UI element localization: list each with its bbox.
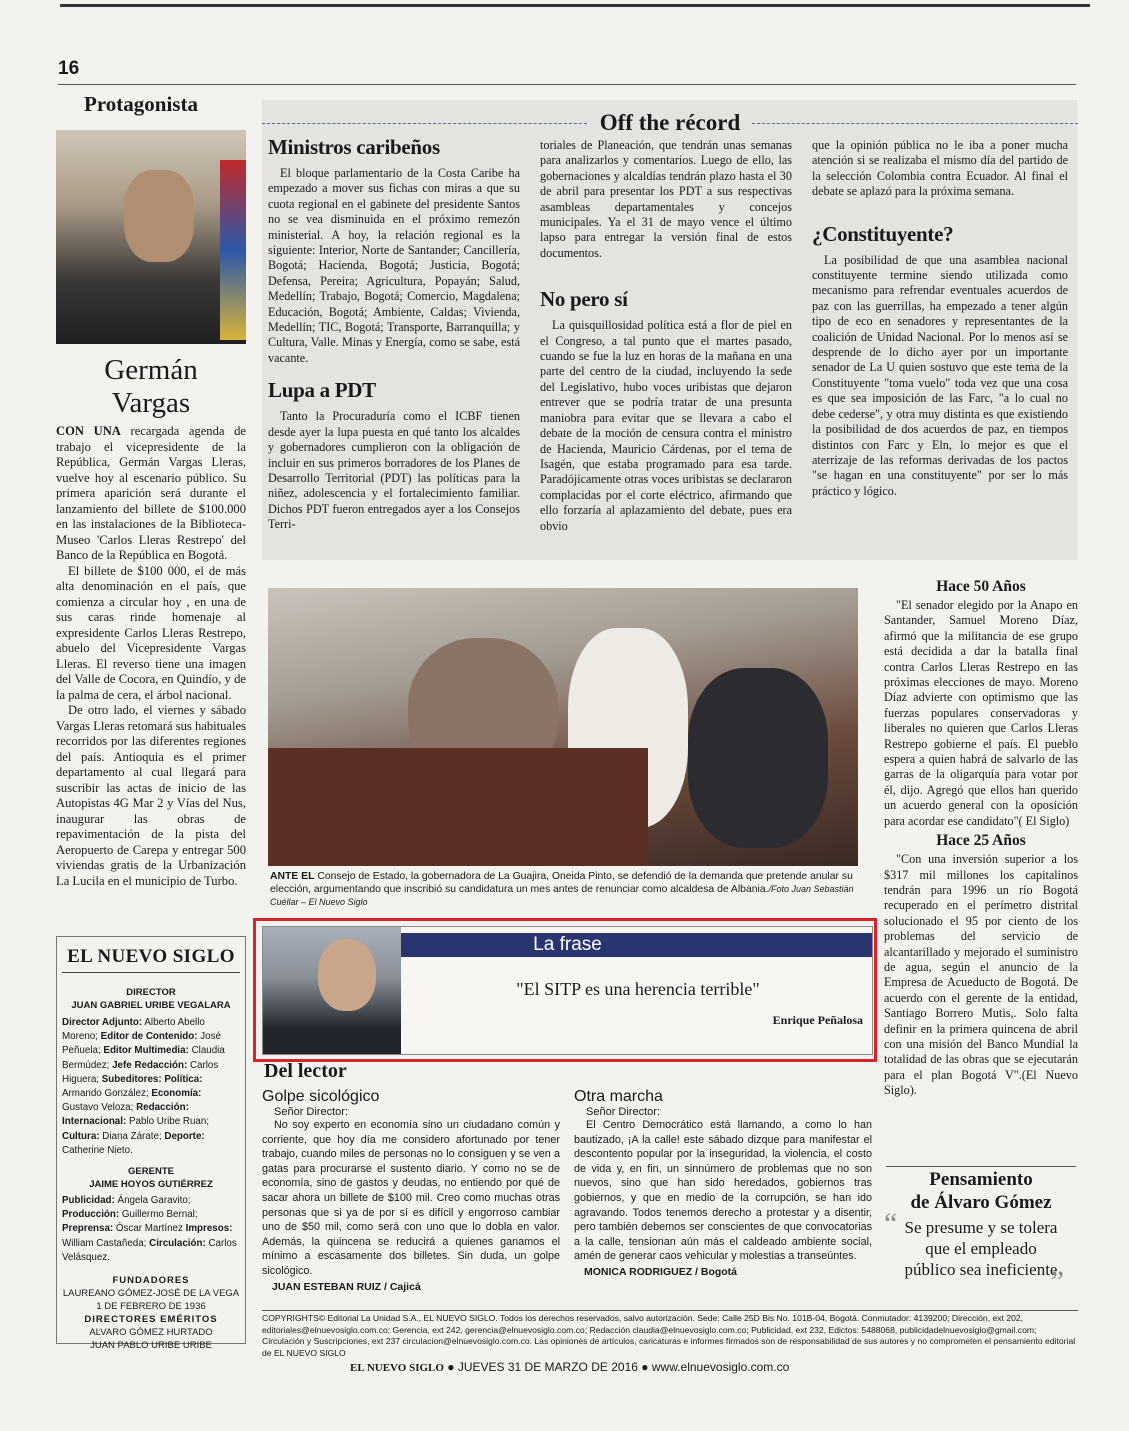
scan-top-edge bbox=[60, 4, 1090, 7]
staff-person: Diana Zárate; bbox=[99, 1130, 165, 1142]
letter-1-title: Golpe sicológico bbox=[262, 1088, 380, 1105]
protagonist-paragraph-1: recargada agenda de trabajo el vicepresidente de la República, Germán Vargas Lleras, vuelve hoy al escenario público. Su primera aparición será durante el lanzamiento del billete de $100.000 en las instalaciones de la Biblioteca-Museo 'Carlos Lleras Restrepo' del Banco de la República en Bogotá. bbox=[56, 424, 246, 562]
masthead-fundadores-label: FUNDADORES bbox=[112, 1275, 190, 1287]
penalosa-photo bbox=[263, 927, 401, 1054]
la-frase-author: Enrique Peñalosa bbox=[772, 1013, 863, 1027]
headline-constituyente: ¿Constituyente? bbox=[812, 221, 954, 246]
text-planeacion: toriales de Planeación, que tendrán unas semanas para analizarlos y comentarios. Luego de ello, las gobernaciones y alcaldías tendrán plazo hasta el 30 de abril para presentar los PDT a sus respectivas asambleas departamentales y concejos municipales. Ya el 31 de mayo vence el último lapso para entregar la versión final de estos documentos. bbox=[540, 138, 792, 260]
portrait-flag bbox=[220, 160, 246, 340]
protagonist-paragraph-3: De otro lado, el viernes y sábado Vargas Lleras retomará sus habituales recorridos por las diferentes regiones del país. Antioquia es el primer departamento al cual llegará para suscribir las actas de inicio de las Autopistas 4G Mar 2 y Vías del Nus, inaugurar las obras de repavimentación de la pista del Aeropuerto de Carepa y entregar 500 viviendas gratis de la Urbanización La Lucila en el municipio de Turbo. bbox=[56, 703, 247, 888]
penalosa-face bbox=[318, 939, 376, 1011]
masthead-director-label: DIRECTOR bbox=[126, 987, 176, 998]
portrait-german-vargas bbox=[56, 130, 246, 344]
photo-caption bbox=[270, 870, 858, 909]
hace-column bbox=[884, 578, 1078, 1099]
protagonist-name bbox=[56, 354, 246, 420]
off-record-col-1 bbox=[268, 135, 520, 533]
hace-50-text: "El senador elegido por la Anapo en Santander, Samuel Moreno Díaz, afirmó que la militancia de ese grupo está decidida a dar la batalla final contra Carlos Lleras Restrepo en las próximas elecciones de mayo. Moreno Díaz advierte con optimismo que las fuerzas populares conservadoras y liberales no quieren que Carlos Lleras Restrepo gobierne el país. El pueblo espera a quien habrá de salvarlo de las garras de la oligarquía para votar por él, dijo. Agregó que ellos han querido un acuerdo general con la oposición para acordar ese candidato"( El Siglo) bbox=[884, 598, 1078, 828]
staff-role: Redacción: Internacional: bbox=[62, 1102, 189, 1128]
staff-person: Armando González; bbox=[62, 1088, 152, 1100]
pensamiento-quote: Se presume y se tolera que el empleado público sea ineficiente bbox=[904, 1218, 1058, 1279]
staff-role: Jefe Redacción: bbox=[112, 1059, 188, 1071]
masthead-content bbox=[62, 940, 240, 1351]
masthead-fundadores: LAUREANO GÓMEZ-JOSÉ DE LA VEGA bbox=[62, 1288, 240, 1300]
staff-person: Ángela Garavito; bbox=[114, 1195, 191, 1207]
protagonist-text bbox=[56, 424, 246, 889]
protagonist-first-name: Germán bbox=[104, 354, 198, 386]
off-record-rule-right bbox=[752, 123, 1078, 125]
staff-role: Producción: bbox=[62, 1209, 120, 1221]
masthead-gerente: JAIME HOYOS GUTIÉRREZ bbox=[89, 1179, 213, 1191]
photo-figure-man bbox=[688, 668, 828, 848]
letter-column-1 bbox=[262, 1088, 560, 1293]
letter-2-title: Otra marcha bbox=[574, 1088, 663, 1105]
staff-person: Carlos Velásquez. bbox=[62, 1237, 237, 1263]
staff-person: Alberto Abello Moreno; bbox=[62, 1017, 205, 1043]
copyright-text: COPYRIGHTS© Editorial La Unidad S.A., EL NUEVO SIGLO. Todos los derechos reservados, salvo autorización. Sede: Calle 25D Bis No. 101B-04, Bogotá. Conmutador: 4139200; Dirección, ext 202, editoriales@elnuevosiglo.com.co; Gerencia, ext 242, gerencia@elnuevosiglo.com.co; Redacción claudia@elnuevosiglo.com.co; Publicidad, ext 232, Edictos: 5488068, publicidadelnuevosiglo@gmail.com; Circulación y Suscripciones, ext 237 circulacion@elnuevosiglo.com.co. Las opiniones de artículos, caricaturas e informes firmados son de responsabilidad de sus autores y no comprometen el pensamiento editorial de EL NUEVO SIGLO bbox=[262, 1313, 1076, 1358]
letter-1-text: No soy experto en economía sino un ciudadano común y corriente, que hoy día me considero afortunado por tener trabajo, cuando miles de personas no lo consiguen y se ven a gatas para procurarse el sustento diario. Y como no se de economía, sino de gastos y deudas, no entiendo por qué de sacar ahora un billete de $100 mil. Creo como muchas otras personas que si ya de por sí es difícil y engorroso cambiar uno de $50 mil, como será con uno que lo dobla en valor. Además, la quincena se reducirá a quienes ganamos el mínimo a escasamente dos billetes. Sin duda, un golpe sicológico. bbox=[262, 1119, 560, 1277]
pensamiento-rule bbox=[886, 1166, 1076, 1167]
off-record-rule-left bbox=[262, 123, 587, 125]
protagonist-paragraph-2: El billete de $100 000, el de más alta denominación en el país, que comienza a circular hoy , en una de sus caras rinde homenaje al expresidente Carlos Lleras Restrepo, abuelo del Vicepresidente Vargas Lleras. El reverso tiene una imagen del Valle de Cocora, en Quindío, y de la palma de cera, el árbol nacional. bbox=[56, 563, 246, 702]
bullet-icon: ● bbox=[447, 1360, 455, 1374]
staff-role: Publicidad: bbox=[62, 1195, 115, 1207]
text-ministros: El bloque parlamentario de la Costa Caribe ha empezado a mover sus fichas con miras a que su cuota regional en el gabinete del presidente Santos no se vea disminuida en el próximo remezón ministerial. A hoy, la relación regional es la siguiente: Interior, Norte de Santander; Cancillería, Bogotá; Hacienda, Bogotá; Justicia, Bogotá; Defensa, Pereira; Agricultura, Popayán; Salud, Medellín; Trabajo, Bogotá; Comercio, Magdalena; Educación, Bogotá; Ambiente, Caldas; Vivienda, Medellín; TIC, Bogotá; Transporte, Barranquilla; y Cultura, Valle. Minas y Energía, como se sabe, está vacante. bbox=[268, 166, 520, 365]
pensamiento-title-1: Pensamiento bbox=[929, 1169, 1033, 1190]
staff-person: Claudia Bermúdez; bbox=[62, 1045, 225, 1071]
main-photo bbox=[268, 588, 858, 866]
staff-role: Subeditores: Política: bbox=[101, 1073, 203, 1085]
hace-25-text: "Con una inversión superior a los $317 mil millones los capitalinos tendrán para 1996 un río Bogotá recuperado en el perímetro distrital solucionado el 95 por ciento de los problemas del servicio de alcantarillado y mejorado el suministro de agua, según el anuncio de la Empresa de Acueducto de Bogotá. De acuerdo con el gerente de la entidad, Santiago Borrero Mutis,. Solo falta definir en la primera quincena de abril con una misión del Banco Mundial la totalidad de las obras que se ejecutarán para el plan Bogotá V".(El Nuevo Siglo). bbox=[884, 852, 1078, 1098]
staff-person: José Peñuela; bbox=[62, 1031, 221, 1057]
header-rule bbox=[58, 84, 1076, 85]
masthead-director: JUAN GABRIEL URIBE VEGALARA bbox=[71, 1000, 231, 1011]
staff-person: Guillermo Bernal; bbox=[119, 1209, 198, 1221]
text-no-pero-si: La quisquillosidad política está a flor de piel en el Congreso, a tal punto que el martes pasado, cuando se fue la luz en horas de la mañana en una parte del centro de la ciudad, incluyendo la sede del Legislativo, hubo voces uribistas que dejaron entrever que se podría tratar de una presunta maniobra para evitar que se llevara a cabo el debate de la moción de censura contra el ministro de Hacienda, Mauricio Cárdenas, por el tema de Isagén, que estaba programado para esa tarde. Paradójicamente otras voces uribistas se declararon complacidas por el corte eléctrico, afirmando que ello forzaría al aplazamiento del debate, pues era obvio bbox=[540, 318, 792, 533]
staff-person: Catherine Nieto. bbox=[62, 1144, 133, 1156]
la-frase-box bbox=[262, 926, 873, 1055]
staff-person: Carlos Higuera; bbox=[62, 1059, 219, 1085]
headline-no-pero-si: No pero sí bbox=[540, 287, 628, 312]
masthead-emerito-2: JUAN PABLO URIBE URIBE bbox=[90, 1340, 212, 1352]
masthead-staff-2 bbox=[62, 1194, 240, 1265]
staff-person: Pablo Uribe Ruan; bbox=[126, 1116, 210, 1128]
caption-credit: /Foto Juan Sebastián Cuéllar – El Nuevo Siglo bbox=[270, 884, 854, 907]
staff-role: Preprensa: bbox=[62, 1223, 114, 1235]
hace-50-title: Hace 50 Años bbox=[936, 578, 1026, 595]
caption-text: Consejo de Estado, la gobernadora de La Guajira, Oneida Pinto, se defendió de la demanda que pretende anular su elección, argumentando que inscribió su candidatura un mes antes de renunciar como alcaldesa de Albania. bbox=[270, 871, 853, 895]
section-off-the-record: Off the récord bbox=[599, 110, 741, 135]
protagonist-lead: CON UNA bbox=[56, 424, 121, 438]
staff-role: Deporte: bbox=[164, 1130, 205, 1142]
staff-role: Impresos: bbox=[185, 1223, 233, 1235]
masthead-gerente-label: GERENTE bbox=[128, 1166, 174, 1178]
staff-person: Gustavo Veloza; bbox=[62, 1102, 137, 1114]
quote-close-icon: ” bbox=[1050, 1265, 1064, 1298]
text-lupa: Tanto la Procuraduría como el ICBF tienen desde ayer la lupa puesta en qué tanto los alcaldes y gobernadores cumplieron con la obligación de incluir en sus primeros borradores de los Planes de Desarrollo Territorial (PDT) las políticas para la niñez, adolescencia y el fortalecimiento familiar. Dichos PDT fueron entregados ayer a los Consejos Terri- bbox=[268, 409, 520, 532]
portrait-face bbox=[124, 170, 194, 262]
staff-role: Editor de Contenido: bbox=[100, 1031, 198, 1043]
hace-25-title: Hace 25 Años bbox=[936, 832, 1026, 850]
letter-1-signature: JUAN ESTEBAN RUIZ / Cajicá bbox=[272, 1280, 421, 1293]
photo-desk bbox=[268, 748, 648, 866]
text-opinion: que la opinión pública no le iba a poner mucha atención si se realizaba el mismo día del partido de la selección Colombia contra Ecuador. Al final el debate se aplazó para la próxima semana. bbox=[812, 138, 1068, 199]
footer-logo: EL NUEVO SIGLO bbox=[350, 1362, 444, 1374]
pensamiento-box bbox=[884, 1168, 1078, 1298]
protagonist-last-name: Vargas bbox=[111, 387, 191, 419]
la-frase-quote: "El SITP es una herencia terrible" bbox=[516, 979, 760, 999]
footer-url[interactable]: www.elnuevosiglo.com.co bbox=[651, 1360, 790, 1374]
section-protagonista: Protagonista bbox=[84, 92, 198, 116]
text-constituyente: La posibilidad de que una asamblea nacional constituyente termine siendo utilizada como mecanismo para refrendar eventuales acuerdos de paz con las guerrillas, ha empezado a tener algún tipo de eco en senadores y representantes de la coalición de Unidad Nacional. Por lo menos así se desprende de lo dicho ayer por un importante senador de La U quien sostuvo que este tema de la Constituyente "toma vuelo" toda vez que una cosa es que sea imposición de las Farc, "a lo cual no debe cederse", y otra muy distinta es que existiendo la posibilidad de dos acuerdos de paz, en tiempos distintos con Farc y Eln, lo mejor es que el aterrizaje de las reformas derivadas de los pactos "se hagan en una constituyente" por ser lo más práctico y lógico. bbox=[812, 252, 1068, 498]
footer bbox=[350, 1360, 789, 1374]
staff-role: Circulación: bbox=[149, 1237, 206, 1249]
staff-role: Economía: bbox=[151, 1088, 202, 1100]
section-del-lector: Del lector bbox=[264, 1060, 347, 1082]
copyright-rule bbox=[262, 1310, 1078, 1311]
staff-person: Óscar Martínez bbox=[113, 1223, 186, 1235]
footer-date: JUEVES 31 DE MARZO DE 2016 bbox=[457, 1360, 638, 1374]
off-record-col-2 bbox=[540, 138, 792, 534]
masthead-emerito-1: ALVARO GÓMEZ HURTADO bbox=[89, 1327, 213, 1339]
letter-1-salute: Señor Director: bbox=[274, 1106, 348, 1118]
masthead-logo: EL NUEVO SIGLO bbox=[62, 940, 240, 973]
page-number: 16 bbox=[58, 58, 80, 79]
off-record-col-3 bbox=[812, 138, 1068, 499]
la-frase-title-bar: La frase bbox=[263, 933, 872, 957]
bullet-icon: ● bbox=[641, 1360, 649, 1374]
staff-role: Director Adjunto: bbox=[62, 1017, 143, 1028]
caption-lead: ANTE EL bbox=[270, 871, 315, 882]
letter-2-text: El Centro Democrático está llamando, a como lo han bautizado, ¡A la calle! este sábado dizque para manifestar el descontento popular por la inseguridad, la violencia, el costo de vida y, en fin, un sinnúmero de problemas que no son nuevos, sino que han sido heredados, gobiernos tras gobiernos, y que en medio de la corrupción, se han ido agravando. Todos tenemos derecho a protestar y a disentir, pero también debemos ser conscientes de que convocatorias a la calle, tensionan aún más el caldeado ambiente social, amén de generar caos vehicular y molestias a transeúntes. bbox=[574, 1119, 872, 1263]
quote-open-icon: “ bbox=[884, 1207, 898, 1240]
staff-role: Editor Multimedia: bbox=[103, 1045, 189, 1057]
headline-ministros: Ministros caribeños bbox=[268, 135, 440, 159]
masthead-emeritos-label: DIRECTORES EMÉRITOS bbox=[84, 1314, 218, 1326]
staff-person: William Castañeda; bbox=[62, 1237, 150, 1249]
headline-lupa: Lupa a PDT bbox=[268, 378, 376, 403]
letter-2-salute: Señor Director: bbox=[586, 1106, 660, 1118]
letter-column-2 bbox=[574, 1088, 872, 1278]
pensamiento-title-2: de Álvaro Gómez bbox=[910, 1192, 1052, 1213]
letter-2-signature: MONICA RODRIGUEZ / Bogotá bbox=[584, 1265, 738, 1278]
masthead-staff bbox=[62, 1016, 240, 1158]
staff-role: Cultura: bbox=[62, 1130, 100, 1142]
masthead-fecha: 1 DE FEBRERO DE 1936 bbox=[96, 1301, 206, 1313]
